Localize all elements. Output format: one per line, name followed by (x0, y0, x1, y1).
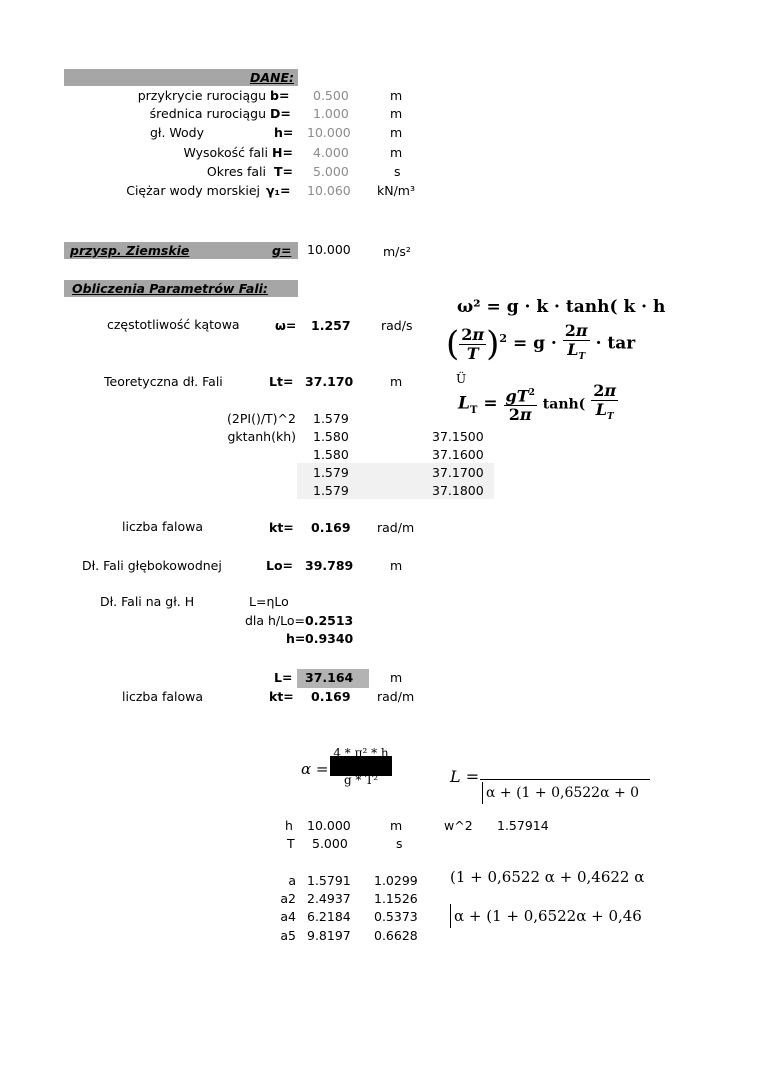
s3-a-v1-3: 9.8197 (307, 928, 351, 943)
k2-sym: kt= (269, 689, 294, 704)
dane-header (64, 69, 298, 86)
dane-val-3[interactable]: 4.000 (313, 145, 349, 160)
s3-h-sym: h (285, 818, 293, 833)
l-formula-denominator: α + (1 + 0,6522α + 0 (486, 785, 640, 801)
l-formula-lhs (450, 767, 479, 786)
dane-sym-2: h= (274, 125, 294, 140)
dane-unit-1: m (390, 106, 403, 121)
l-formula-text: L = (450, 767, 480, 786)
iter-L-1: 37.1500 (432, 429, 484, 444)
lo-unit: m (390, 558, 403, 573)
iter-v-1: 1.580 (313, 429, 349, 444)
gravity-label: przysp. Ziemskie (70, 243, 190, 258)
alpha-lhs-text: α = (301, 760, 329, 778)
dane-label-2: gł. Wody (149, 125, 204, 140)
formula-f2-tan: · tar (595, 333, 636, 354)
dane-label-3: Wysokość fali (183, 145, 268, 160)
lh-formula: L=ηLo (249, 594, 289, 609)
dane-header-label: DANE: (249, 70, 294, 85)
expr-1: (1 + 0,6522 α + 0,4622 α (450, 868, 645, 886)
iter-v-3: 1.579 (313, 465, 349, 480)
gravity-unit: m/s² (383, 244, 411, 259)
l-sym: L= (274, 670, 293, 685)
iter-label-0: (2PI()/T)^2 (227, 411, 296, 426)
s3-T-val: 5.000 (312, 836, 348, 851)
s3-a-v2-1: 1.1526 (374, 891, 418, 906)
s3-a-sym-0: a (288, 873, 296, 888)
dane-label-5: Ciężar wody morskiej (126, 183, 260, 198)
formula-wavelength: $L_T$ = $\frac{gT^2}{2\pi}$ tanh( $\frac{2\pi}{L_T}$ (458, 381, 617, 425)
lh-label: Dł. Fali na gł. H (100, 594, 195, 609)
dane-val-0[interactable]: 0.500 (313, 88, 349, 103)
iter-L-4: 37.1800 (432, 483, 484, 498)
dane-val-1[interactable]: 1.000 (313, 106, 349, 121)
omega-label: częstotliwość kątowa (107, 317, 240, 332)
s3-a-sym-2: a4 (280, 909, 296, 924)
l-formula-bracket (482, 782, 483, 804)
s3-a-v2-0: 1.0299 (374, 873, 418, 888)
l-unit: m (390, 670, 403, 685)
dane-sym-5: γ₁= (266, 183, 291, 198)
dane-label-1: średnica rurociągu (149, 106, 266, 121)
s3-h-unit: m (390, 818, 403, 833)
obliczenia-header-label: Obliczenia Parametrów Fali: (72, 281, 268, 296)
formula-f2-tail: = g · (512, 333, 557, 354)
dane-sym-0: b= (270, 88, 290, 103)
s3-a-sym-3: a5 (280, 928, 296, 943)
lo-sym: Lo= (266, 558, 294, 573)
iter-L-2: 37.1600 (432, 447, 484, 462)
dane-sym-4: T= (274, 164, 294, 179)
formula-panel (440, 292, 666, 442)
dane-label-4: Okres fali (206, 164, 266, 179)
l-val[interactable]: 37.164 (305, 670, 354, 685)
formula-dispersion-expanded: ( $\frac{2\pi}{T}$ )$^2$ = g · $\frac{2\pi}{L_T}$ · tar (446, 321, 636, 365)
formula-u-char: Ü (456, 372, 467, 386)
dla-val[interactable]: 0.2513 (305, 613, 354, 628)
lt-unit: m (390, 374, 403, 389)
s3-a-v2-3: 0.6628 (374, 928, 418, 943)
omega-val[interactable]: 1.257 (311, 318, 351, 333)
k2-val[interactable]: 0.169 (311, 689, 351, 704)
kt-label: liczba falowa (122, 519, 204, 534)
alpha-numerator: 4 * π² * h (333, 746, 389, 760)
s3-T-sym: T (287, 836, 295, 851)
s3-a-sym-1: a2 (280, 891, 296, 906)
dane-sym-1: D= (270, 106, 291, 121)
iter-label-1: gktanh(kh) (227, 429, 296, 444)
lt-label: Teoretyczna dł. Fali (104, 374, 223, 389)
formula-tanh: tanh( (542, 396, 586, 413)
dane-unit-5: kN/m³ (377, 183, 415, 198)
s3-h-val: 10.000 (307, 818, 351, 833)
s3-a-v2-2: 0.5373 (374, 909, 418, 924)
l-formula-panel (440, 760, 640, 810)
iter-L-3: 37.1700 (432, 465, 484, 480)
kt-sym: kt= (269, 520, 294, 535)
s3-w2-val: 1.57914 (497, 818, 549, 833)
lo-label: Dł. Fali głębokowodnej (82, 558, 222, 573)
alpha-formula-lhs (301, 760, 328, 778)
iter-v-2: 1.580 (313, 447, 349, 462)
formula-lt-lhs: L (458, 393, 470, 414)
s3-T-unit: s (396, 836, 403, 851)
gravity-row (64, 242, 298, 259)
s3-a-v1-1: 2.4937 (307, 891, 351, 906)
dane-unit-4: s (394, 164, 401, 179)
s3-a-v1-0: 1.5791 (307, 873, 351, 888)
dane-unit-3: m (390, 145, 403, 160)
lt-sym: Lt= (269, 374, 294, 389)
alpha-denominator: g * T² (343, 773, 379, 787)
kt-unit: rad/m (377, 520, 415, 535)
dane-val-2[interactable]: 10.000 (307, 125, 351, 140)
iter-v-0: 1.579 (313, 411, 349, 426)
dane-unit-2: m (390, 125, 403, 140)
formula-dispersion: ω² = g · k · tanh( k · h (457, 297, 666, 317)
expr-2-bracket (450, 904, 451, 928)
k2-label: liczba falowa (122, 689, 204, 704)
kt-val[interactable]: 0.169 (311, 520, 351, 535)
iter-v-4: 1.579 (313, 483, 349, 498)
dane-label-0: przykrycie rurociągu (137, 88, 266, 103)
eta-sym: h= (286, 631, 306, 646)
lt-val[interactable]: 37.170 (305, 374, 354, 389)
gravity-sym: g= (272, 243, 292, 258)
k2-unit: rad/m (377, 689, 415, 704)
eta-val[interactable]: 0.9340 (305, 631, 354, 646)
gravity-val[interactable]: 10.000 (307, 242, 351, 257)
obliczenia-header (64, 280, 298, 297)
dane-unit-0: m (390, 88, 403, 103)
s3-a-v1-2: 6.2184 (307, 909, 351, 924)
expr-2: α + (1 + 0,6522α + 0,46 (454, 907, 642, 925)
s3-w2-label: w^2 (444, 818, 473, 833)
dane-sym-3: H= (272, 145, 293, 160)
expr-panel (448, 864, 645, 944)
omega-unit: rad/s (381, 318, 413, 333)
l-formula-fraction-bar (480, 779, 650, 780)
omega-sym: ω= (275, 318, 297, 333)
dane-val-5[interactable]: 10.060 (307, 183, 351, 198)
dane-val-4[interactable]: 5.000 (313, 164, 349, 179)
dla-label: dla h/Lo= (244, 613, 305, 628)
lo-val[interactable]: 39.789 (305, 558, 354, 573)
